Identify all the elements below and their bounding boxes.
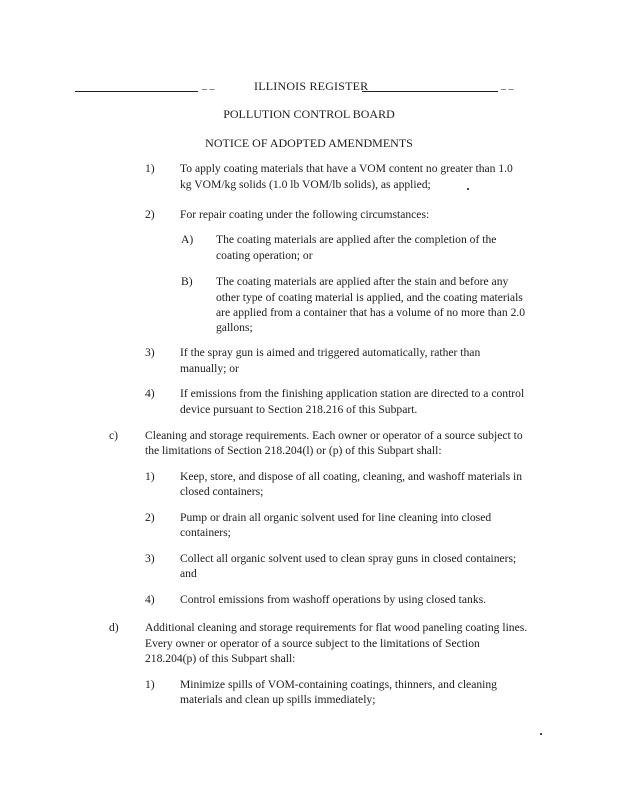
item-B-line-2: other type of coating material is applied, and the coating materials bbox=[216, 291, 523, 304]
item-B-line-4: gallons; bbox=[216, 321, 253, 334]
item-4-line-1: If emissions from the finishing application station are directed to a control bbox=[180, 387, 525, 400]
item-2-number: 2) bbox=[145, 208, 155, 221]
c-item-1-line-1: Keep, store, and dispose of all coating, cleaning, and washoff materials in bbox=[180, 470, 523, 483]
c-item-4-number: 4) bbox=[145, 593, 155, 606]
subsection-d-line-1: Additional cleaning and storage requirements for flat wood paneling coating lines. bbox=[145, 621, 528, 634]
item-3-line-1: If the spray gun is aimed and triggered automatically, rather than bbox=[180, 346, 481, 359]
c-item-1-number: 1) bbox=[145, 470, 155, 483]
subsection-c-line-1: Cleaning and storage requirements. Each owner or operator of a source subject to bbox=[145, 429, 523, 442]
subsection-c-letter: c) bbox=[109, 429, 119, 442]
header-rule-left bbox=[75, 91, 198, 92]
subsection-c-line-2: the limitations of Section 218.204(l) or (p) of this Subpart shall: bbox=[145, 444, 442, 457]
item-4-line-2: device pursuant to Section 218.216 of this Subpart. bbox=[180, 403, 418, 416]
item-1-number: 1) bbox=[145, 162, 155, 175]
scan-dot bbox=[467, 188, 469, 190]
item-A-line-2: coating operation; or bbox=[216, 249, 313, 262]
c-item-3-line-1: Collect all organic solvent used to clean spray guns in closed containers; bbox=[180, 552, 517, 565]
d-item-1-line-1: Minimize spills of VOM-containing coatings, thinners, and cleaning bbox=[180, 678, 497, 691]
scan-dot bbox=[540, 733, 542, 735]
item-B-letter: B) bbox=[181, 275, 193, 288]
c-item-2-line-2: containers; bbox=[180, 526, 231, 539]
header-rule-right bbox=[362, 91, 498, 92]
c-item-2-number: 2) bbox=[145, 511, 155, 524]
item-3-number: 3) bbox=[145, 346, 155, 359]
item-A-letter: A) bbox=[181, 233, 194, 246]
item-1-line-1: To apply coating materials that have a VOM content no greater than 1.0 bbox=[180, 162, 513, 175]
notice-title: NOTICE OF ADOPTED AMENDMENTS bbox=[205, 136, 413, 150]
item-3-line-2: manually; or bbox=[180, 362, 239, 375]
subsection-d-line-3: 218.204(p) of this Subpart shall: bbox=[145, 652, 296, 665]
item-B-line-1: The coating materials are applied after the stain and before any bbox=[216, 275, 509, 288]
item-2-line-1: For repair coating under the following circumstances: bbox=[180, 208, 430, 221]
header-right-mark: _ _ bbox=[501, 80, 514, 91]
board-title: POLLUTION CONTROL BOARD bbox=[223, 107, 395, 121]
item-1-line-2: kg VOM/kg solids (1.0 lb VOM/lb solids), as applied; bbox=[180, 178, 431, 191]
subsection-d-letter: d) bbox=[109, 621, 119, 634]
register-title: ILLINOIS REGISTER bbox=[254, 79, 369, 93]
c-item-3-number: 3) bbox=[145, 552, 155, 565]
header-left-mark: _ _ bbox=[202, 80, 215, 91]
d-item-1-line-2: materials and clean up spills immediately; bbox=[180, 693, 376, 706]
c-item-2-line-1: Pump or drain all organic solvent used for line cleaning into closed bbox=[180, 511, 492, 524]
item-A-line-1: The coating materials are applied after the completion of the bbox=[216, 233, 497, 246]
c-item-4-line-1: Control emissions from washoff operations by using closed tanks. bbox=[180, 593, 487, 606]
item-4-number: 4) bbox=[145, 387, 155, 400]
c-item-1-line-2: closed containers; bbox=[180, 485, 264, 498]
d-item-1-number: 1) bbox=[145, 678, 155, 691]
subsection-d-line-2: Every owner or operator of a source subject to the limitations of Section bbox=[145, 637, 480, 650]
c-item-3-line-2: and bbox=[180, 567, 197, 580]
item-B-line-3: are applied from a container that has a volume of no more than 2.0 bbox=[216, 306, 526, 319]
